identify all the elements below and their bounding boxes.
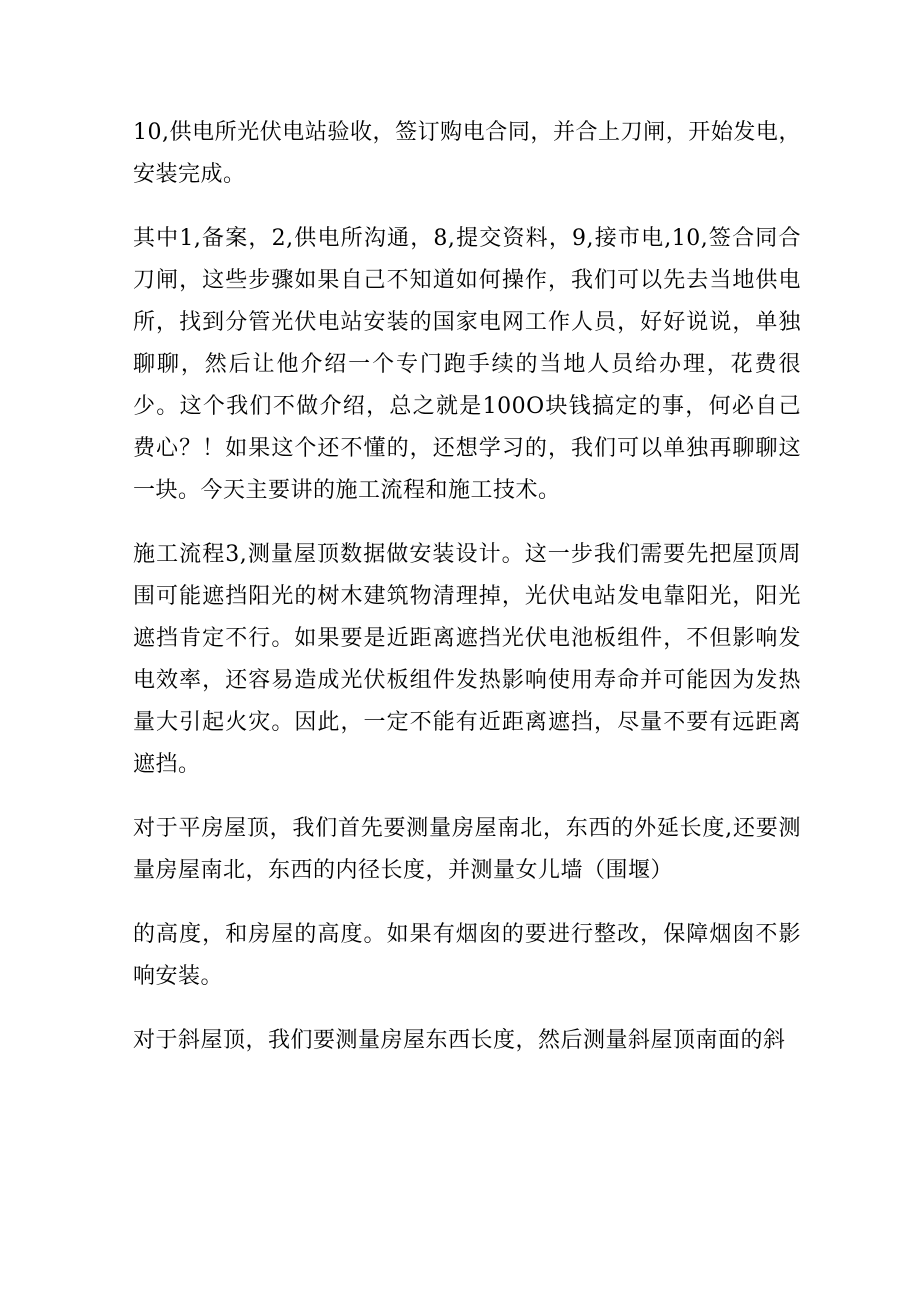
document-body: [133, 112, 801, 1084]
paragraph-sloped-roof: 对于斜屋顶，我们要测量房屋东西长度，然后测量斜屋顶南面的斜: [133, 1028, 786, 1053]
paragraph-construction-flow-3: 施工流程3,测量屋顶数据做安装设计。这一步我们需要先把屋顶周围可能遮挡阳光的树木建筑物清理掉，光伏电站发电靠阳光，阳光遮挡肯定不行。如果要是近距离遮挡光伏电池板组件，不但影响发电效率，还容易造成光伏板组件发热影响使用寿命并可能因为发热量大引起火灾。因此，一定不能有近距离遮挡，尽量不要有远距离遮挡。: [133, 542, 801, 777]
paragraph-flat-roof-height: 的高度，和房屋的高度。如果有烟囱的要进行整改，保障烟囱不影响安装。: [133, 922, 801, 989]
paragraph-procedures: 其中1,备案，2,供电所沟通，8,提交资料，9,接市电,10,签合同合刀闸，这些步骤如果自己不知道如何操作，我们可以先去当地供电所，找到分管光伏电站安装的国家电网工作人员，好好说说，单独聊聊，然后让他介绍一个专门跑手续的当地人员给办理，花费很少。这个我们不做介绍，总之就是100O块钱搞定的事，何必自己费心？！如果这个还不懂的，还想学习的，我们可以单独再聊聊这一块。今天主要讲的施工流程和施工技术。: [133, 226, 801, 503]
paragraph-step-10: 10,供电所光伏电站验收，签订购电合同，并合上刀闸，开始发电，安装完成。: [133, 120, 801, 187]
paragraph-flat-roof: 对于平房屋顶，我们首先要测量房屋南北，东西的外延长度,还要测量房屋南北，东西的内径长度，并测量女儿墙（围堰）: [133, 816, 801, 883]
